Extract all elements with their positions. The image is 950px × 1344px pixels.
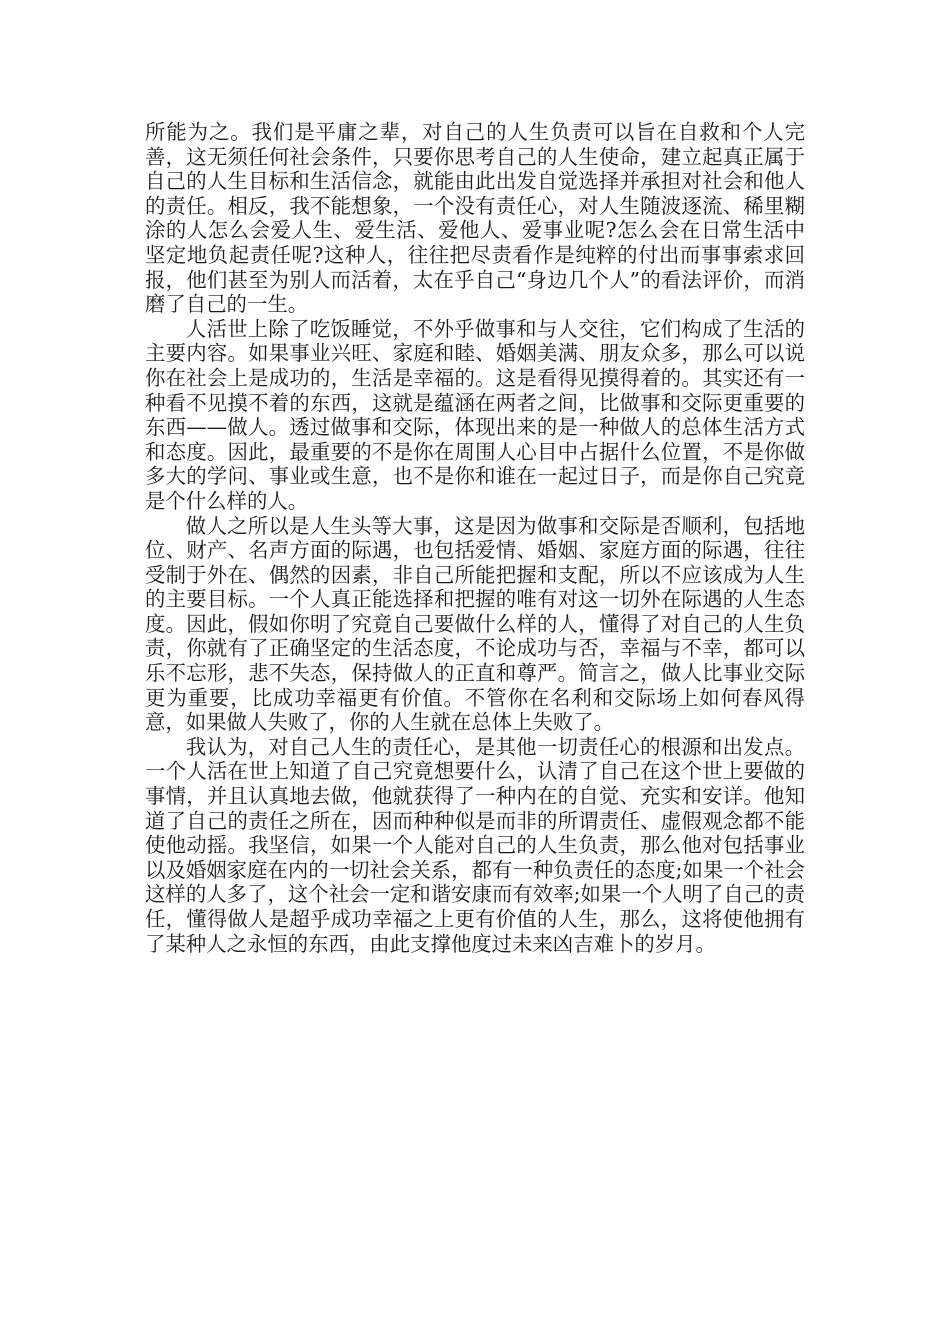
- paragraph-3: 做人之所以是人生头等大事，这是因为做事和交际是否顺利，包括地位、财产、名声方面的际遇，也包括爱情、婚姻、家庭方面的际遇，往往受制于外在、偶然的因素，非自己所能把握和支配，所以不应该成为人生的主要目标。一个人真正能选择和把握的唯有对这一切外在际遇的人生态度。因此，假如你明了究竟自己要做什么样的人，懂得了对自己的人生负责，你就有了正确坚定的生活态度，不论成功与否，幸福与不幸，都可以乐不忘形，悲不失态，保持做人的正直和尊严。简言之，做人比事业交际更为重要，比成功幸福更有价值。不管你在名利和交际场上如何春风得意，如果做人失败了，你的人生就在总体上失败了。: [145, 513, 805, 735]
- article-body: [145, 120, 805, 956]
- paragraph-2: 人活世上除了吃饭睡觉，不外乎做事和与人交往，它们构成了生活的主要内容。如果事业兴旺、家庭和睦、婚姻美满、朋友众多，那么可以说你在社会上是成功的，生活是幸福的。这是看得见摸得着的。其实还有一种看不见摸不着的东西，这就是蕴涵在两者之间，比做事和交际更重要的东西——做人。透过做事和交际，体现出来的是一种做人的总体生活方式和态度。因此，最重要的不是你在周围人心目中占据什么位置，不是你做多大的学问、事业或生意，也不是你和谁在一起过日子，而是你自己究竟是个什么样的人。: [145, 316, 805, 513]
- paragraph-4: 我认为，对自己人生的责任心，是其他一切责任心的根源和出发点。一个人活在世上知道了自己究竟想要什么，认清了自己在这个世上要做的事情，并且认真地去做，他就获得了一种内在的自觉、充实和安详。他知道了自己的责任之所在，因而种种似是而非的所谓责任、虚假观念都不能使他动摇。我坚信，如果一个人能对自己的人生负责，那么他对包括事业以及婚姻家庭在内的一切社会关系，都有一种负责任的态度;如果一个社会这样的人多了，这个社会一定和谐安康而有效率;如果一个人明了自己的责任，懂得做人是超乎成功幸福之上更有价值的人生，那么，这将使他拥有了某种人之永恒的东西，由此支撑他度过未来凶吉难卜的岁月。: [145, 734, 805, 956]
- paragraph-1: 所能为之。我们是平庸之辈，对自己的人生负责可以旨在自救和个人完善，这无须任何社会条件，只要你思考自己的人生使命，建立起真正属于自己的人生目标和生活信念，就能由此出发自觉选择并承担对社会和他人的责任。相反，我不能想象，一个没有责任心，对人生随波逐流、稀里糊涂的人怎么会爱人生、爱生活、爱他人、爱事业呢?怎么会在日常生活中坚定地负起责任呢?这种人，往往把尽责看作是纯粹的付出而事事索求回报，他们甚至为别人而活着，太在乎自己“身边几个人”的看法评价，而消磨了自己的一生。: [145, 120, 805, 317]
